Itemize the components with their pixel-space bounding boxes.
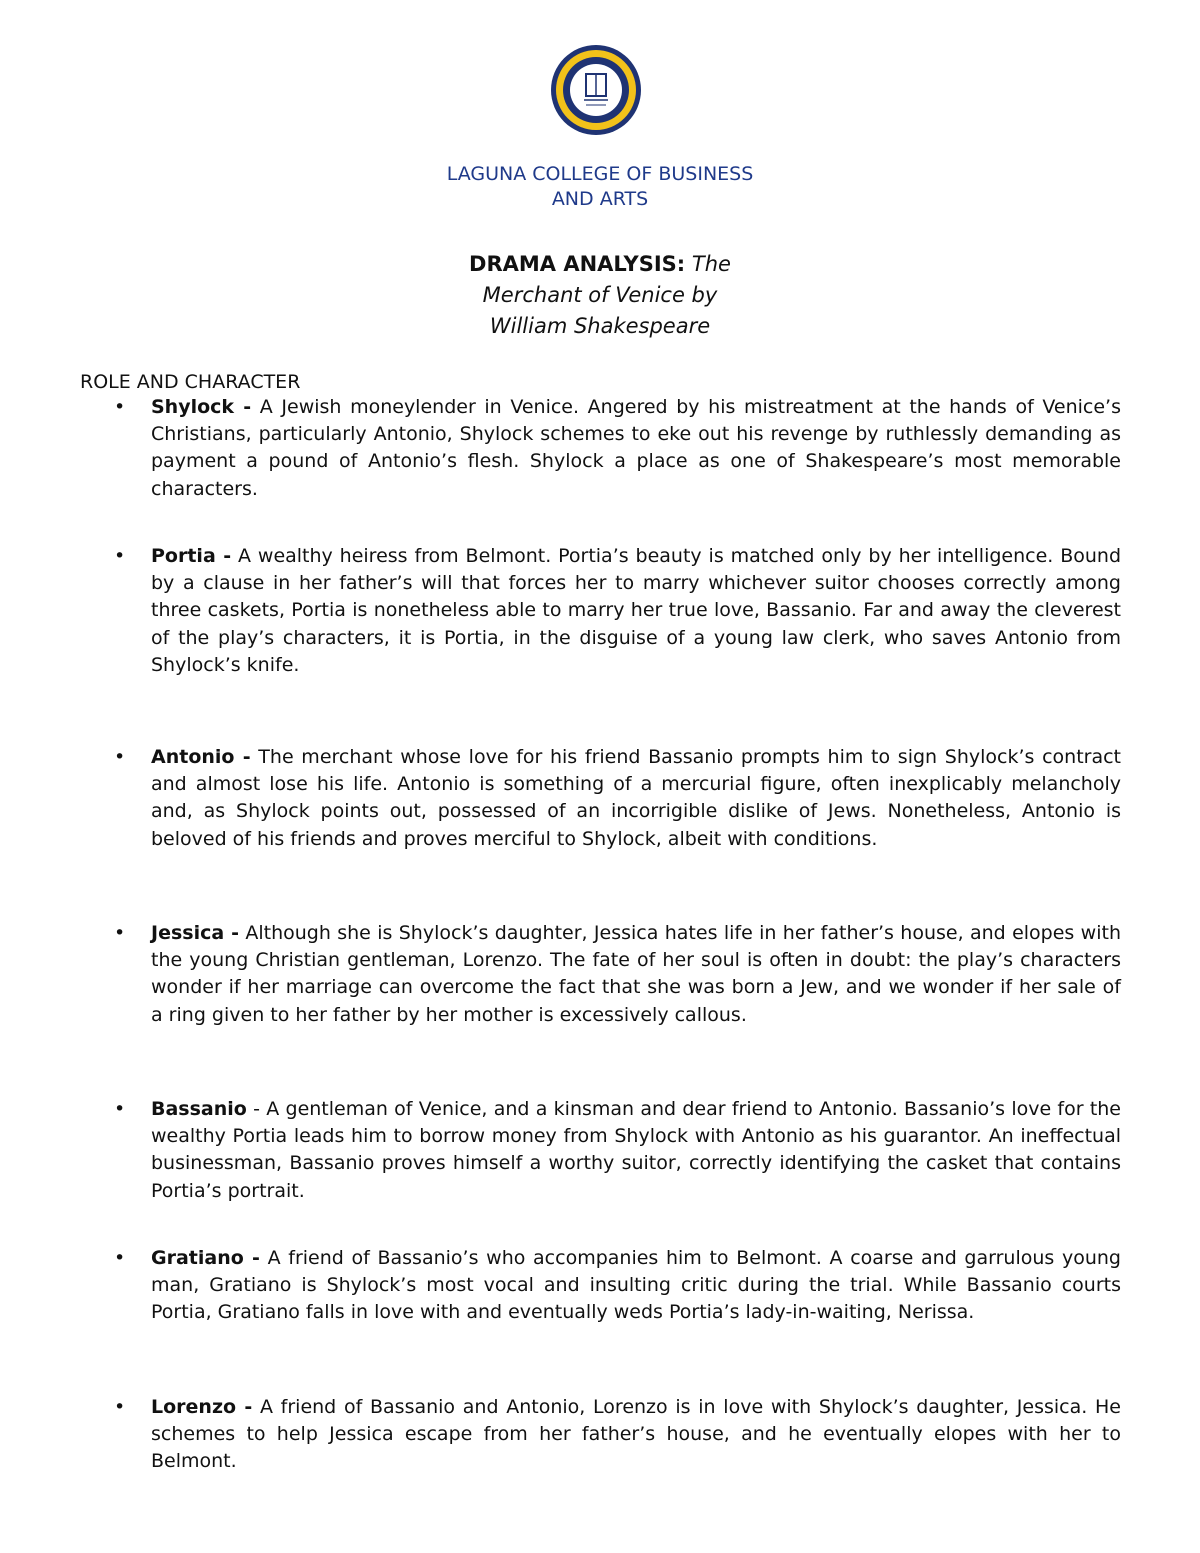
character-name: Jessica -: [151, 922, 239, 944]
bullet-icon: •: [114, 922, 126, 944]
character-entry-bassanio: [114, 1096, 1121, 1205]
bullet-icon: •: [114, 396, 126, 418]
character-description: A Jewish moneylender in Venice. Angered by his mistreatment at the hands of Venice’s Christians, particularly Antonio, Shylock schemes to eke out his revenge by ruthlessly demanding as payment a pound of Antonio’s flesh. Shylock a place as one of Shakespeare’s most memorable characters.: [151, 396, 1121, 500]
character-name: Gratiano -: [151, 1247, 260, 1269]
character-entry-antonio: [114, 744, 1121, 853]
character-name: Lorenzo -: [151, 1396, 253, 1418]
bullet-icon: •: [114, 1247, 126, 1269]
bullet-icon: •: [114, 746, 126, 768]
school-name-line2: AND ARTS: [551, 188, 649, 210]
character-description: A friend of Bassanio and Antonio, Lorenzo is in love with Shylock’s daughter, Jessica. He schemes to help Jessica escape from her father’s house, and he eventually elopes with her to Belmont.: [151, 1396, 1121, 1473]
character-description: A friend of Bassanio’s who accompanies him to Belmont. A coarse and garrulous young man, Gratiano is Shylock’s most vocal and insulting critic during the trial. While Bassanio courts Portia, Gratiano falls in love with and eventually weds Portia’s lady-in-waiting, Nerissa.: [151, 1247, 1121, 1324]
character-entry-lorenzo: [114, 1394, 1121, 1476]
title-line3: William Shakespeare: [489, 314, 711, 338]
college-seal-icon: [548, 44, 644, 136]
school-name: [0, 162, 1200, 212]
character-name: Antonio -: [151, 746, 251, 768]
bullet-icon: •: [114, 1098, 126, 1120]
document-title: [0, 249, 1200, 342]
character-name: Shylock -: [151, 396, 252, 418]
character-description: - A gentleman of Venice, and a kinsman and dear friend to Antonio. Bassanio’s love for the wealthy Portia leads him to borrow money from Shylock with Antonio as his guarantor. An ineffectual businessman, Bassanio proves himself a worthy suitor, correctly identifying the casket that contains Portia’s portrait.: [151, 1098, 1121, 1202]
character-description: Although she is Shylock’s daughter, Jessica hates life in her father’s house, and elopes with the young Christian gentleman, Lorenzo. The fate of her soul is often in doubt: the play’s characters wonder if her marriage can overcome the fact that she was born a Jew, and we wonder if her sale of a ring given to her father by her mother is excessively callous.: [151, 922, 1121, 1026]
character-entry-shylock: [114, 394, 1121, 503]
character-name: Portia -: [151, 545, 232, 567]
school-name-line1: LAGUNA COLLEGE OF BUSINESS: [446, 163, 754, 185]
title-line1-italic: The: [691, 252, 731, 276]
title-line2: Merchant of Venice by: [482, 283, 718, 307]
character-entry-portia: [114, 543, 1122, 679]
section-heading: ROLE AND CHARACTER: [80, 371, 301, 393]
character-name: Bassanio: [151, 1098, 247, 1120]
character-description: A wealthy heiress from Belmont. Portia’s beauty is matched only by her intelligence. Bound by a clause in her father’s will that forces her to marry whichever suitor chooses correctly among three caskets, Portia is nonetheless able to marry her true love, Bassanio. Far and away the cleverest of the play’s characters, it is Portia, in the disguise of a young law clerk, who saves Antonio from Shylock’s knife.: [151, 545, 1122, 676]
title-lead: DRAMA ANALYSIS:: [469, 252, 686, 276]
character-entry-jessica: [114, 920, 1121, 1029]
character-entry-gratiano: [114, 1245, 1121, 1327]
bullet-icon: •: [114, 1396, 126, 1418]
bullet-icon: •: [114, 545, 126, 567]
character-description: The merchant whose love for his friend Bassanio prompts him to sign Shylock’s contract and almost lose his life. Antonio is something of a mercurial figure, often inexplicably melancholy and, as Shylock points out, possessed of an incorrigible dislike of Jews. Nonetheless, Antonio is beloved of his friends and proves merciful to Shylock, albeit with conditions.: [151, 746, 1121, 850]
